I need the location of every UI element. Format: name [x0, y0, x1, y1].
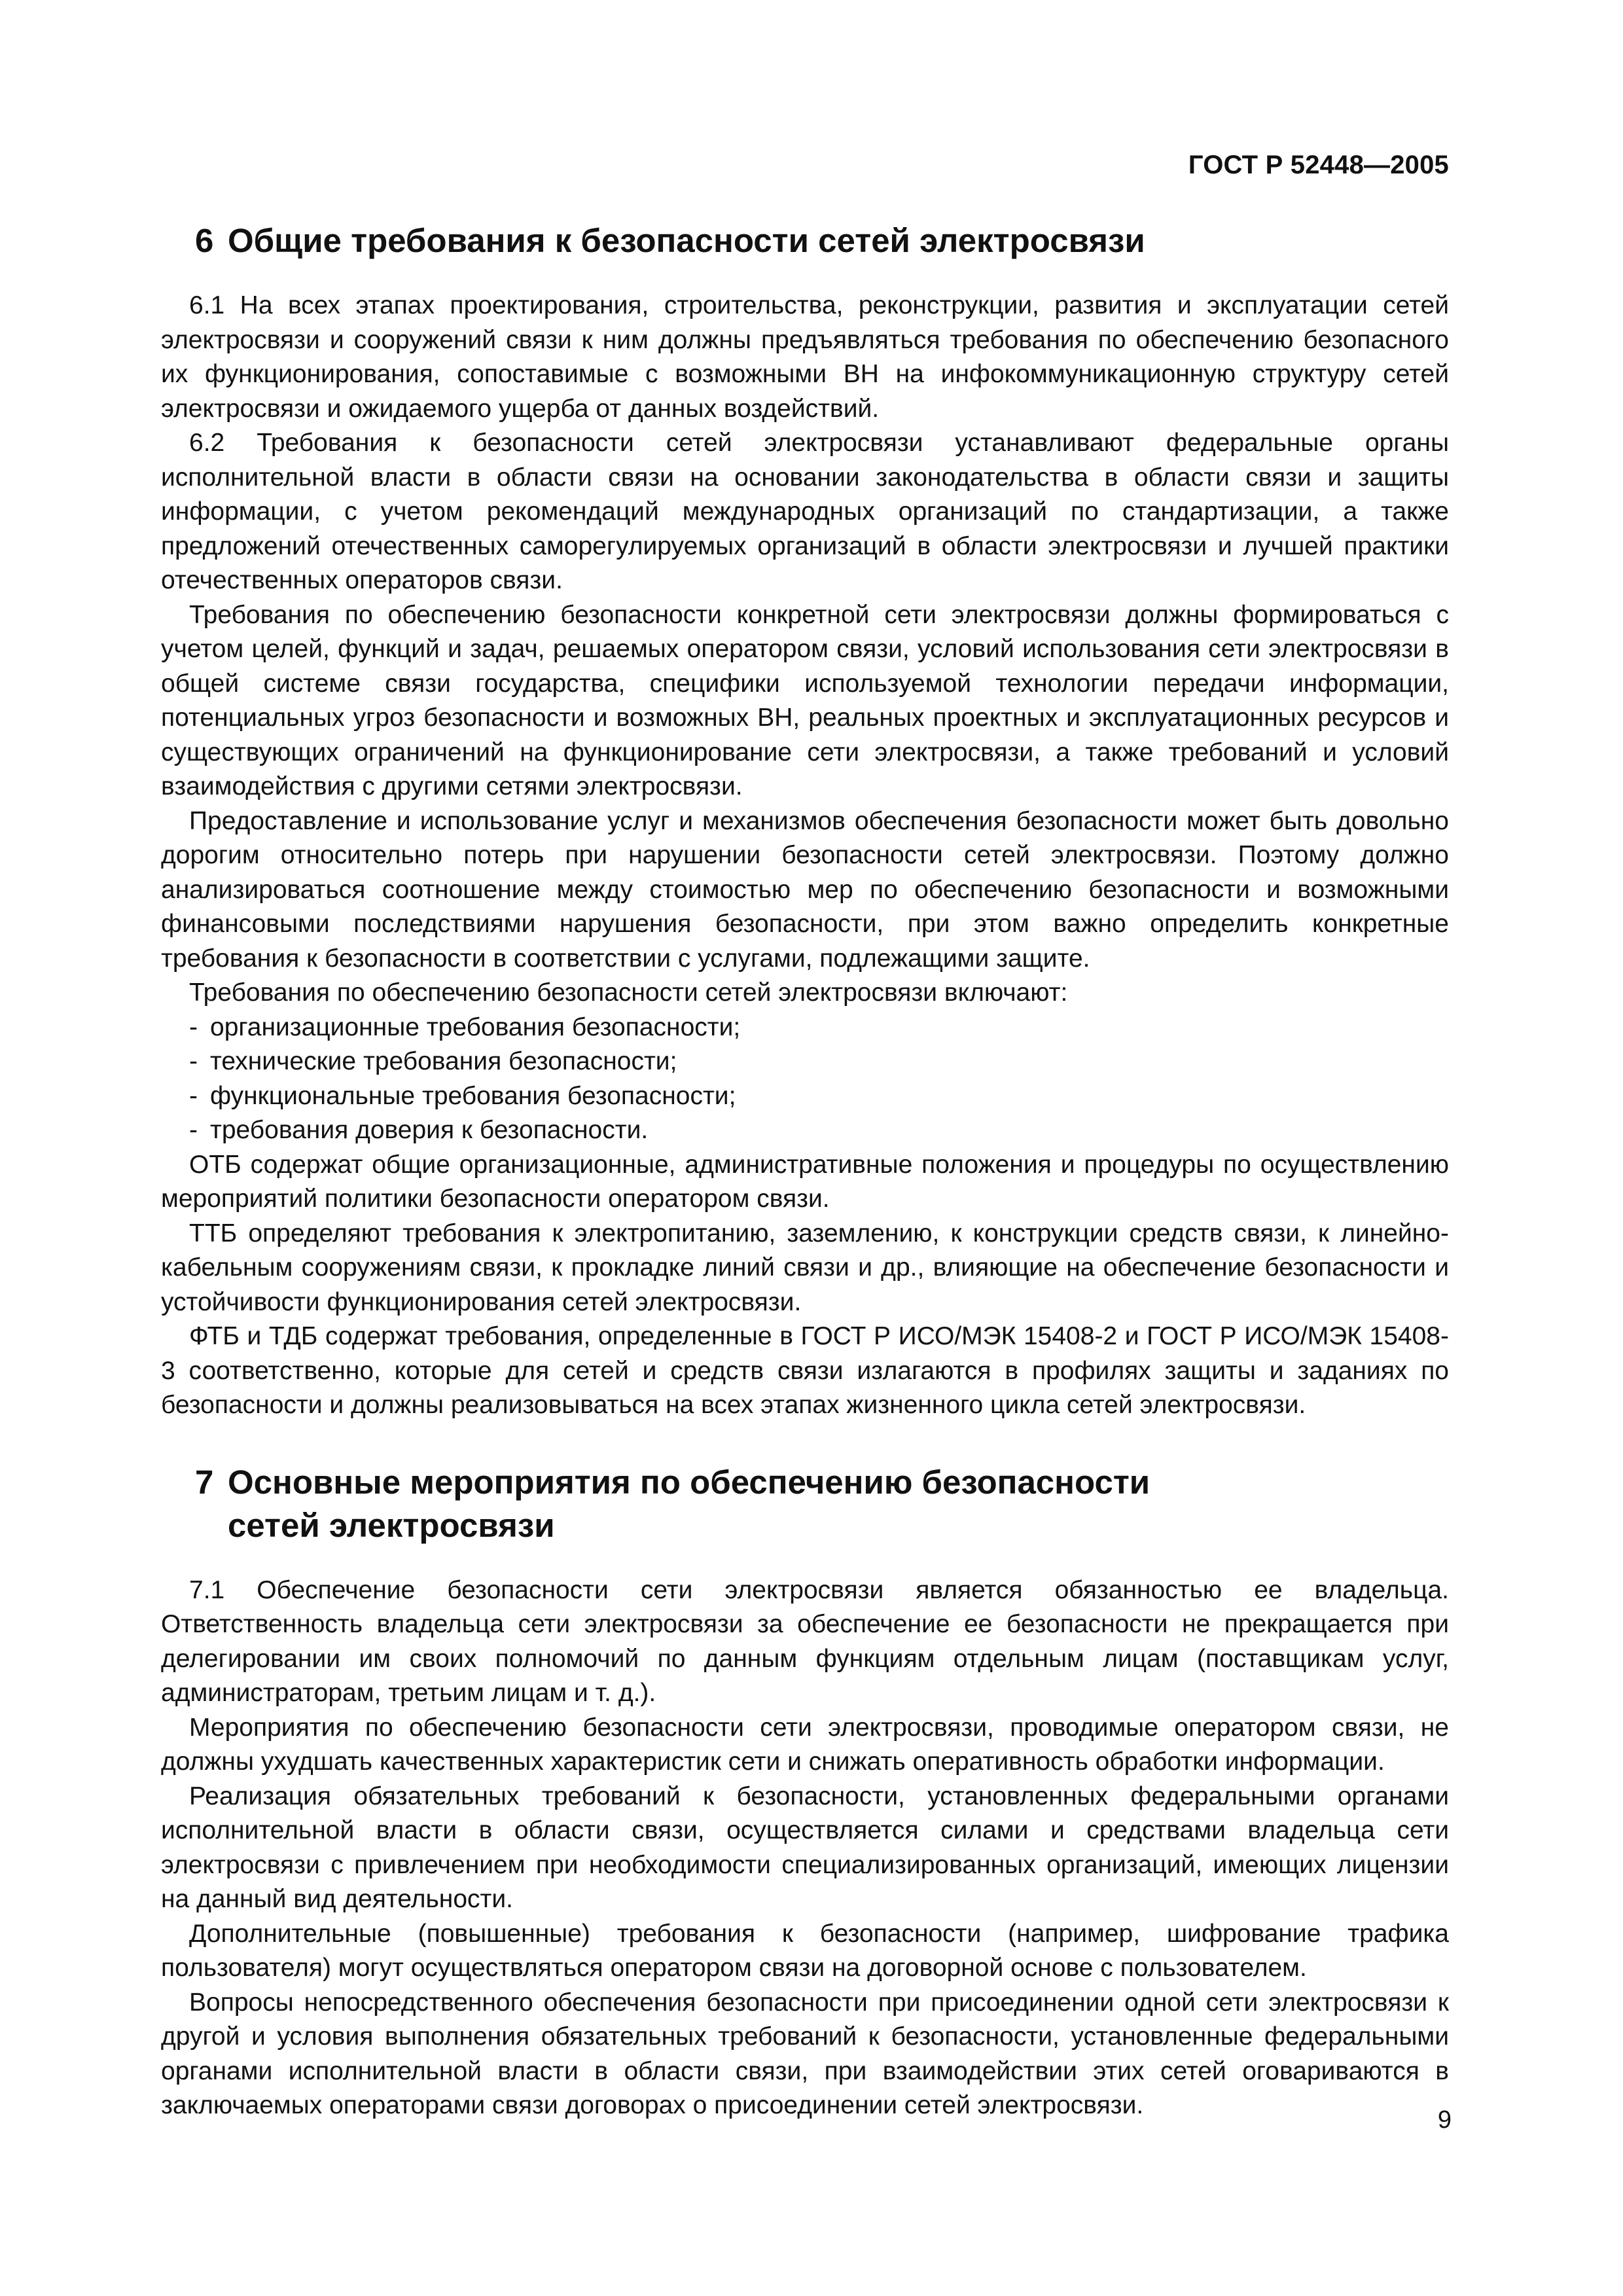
paragraph-6-2-costs: Предоставление и использование услуг и механизмов обеспечения безопасности может быть довольно дорогим относительно потерь при нарушении безопасности сетей электросвязи. Поэтому должно анализироваться соотношение между стоимостью мер по обеспечению безопасности и возможными финансовыми последствиями нарушения безопасности, при этом важно определить конкретные требования к безопасности в соответствии с услугами, подлежащими защите. — [161, 806, 1449, 973]
page-content — [161, 219, 1449, 2123]
paragraph-ttb: ТТБ определяют требования к электропитанию, заземлению, к конструкции средств связи, к линейно-кабельным сооружениям связи, к прокладке линий связи и др., влияющие на обеспечение безопасности и устойчивости функционирования сетей электросвязи. — [161, 1219, 1449, 1316]
paragraph-7-1-additional: Дополнительные (повышенные) требования к безопасности (например, шифрование трафика пользователя) могут осуществляться оператором связи на договорной основе с пользователем. — [161, 1919, 1449, 1982]
list-item — [161, 1079, 1449, 1114]
list-dash: - — [189, 1081, 198, 1110]
paragraph-6-2-requirements: Требования по обеспечению безопасности конкретной сети электросвязи должны формироваться с учетом целей, функций и задач, решаемых оператором связи, условий использования сети электросвязи в общей системе связи государства, специфики используемой технологии передачи информации, потенциальных угроз безопасности и возможных ВН, реальных проектных и эксплуатационных ресурсов и существующих ограничений на функционирование сети электросвязи, а также требований и условий взаимодействия с другими сетями электросвязи. — [161, 600, 1449, 800]
section-7-title-line1: Основные мероприятия по обеспечению безопасности — [228, 1463, 1150, 1501]
list-dash: - — [189, 1013, 198, 1041]
list-dash: - — [189, 1047, 198, 1075]
page-number: 9 — [1437, 2106, 1452, 2134]
list-item — [161, 1011, 1449, 1045]
list-dash: - — [189, 1116, 198, 1144]
document-code-header: ГОСТ Р 52448—2005 — [1188, 151, 1449, 179]
paragraph-otb: ОТБ содержат общие организационные, административные положения и процедуры по осуществлению мероприятий политики безопасности оператором связи. — [161, 1150, 1449, 1213]
section-6-title-text: Общие требования к безопасности сетей электросвязи — [228, 222, 1145, 259]
section-7-title-line2: сетей электросвязи — [228, 1506, 555, 1544]
paragraph-ftb-tdb: ФТБ и ТДБ содержат требования, определенные в ГОСТ Р ИСО/МЭК 15408-2 и ГОСТ Р ИСО/МЭК 15408-3 соответственно, которые для сетей и средств связи излагаются в профилях защиты и заданиях по безопасности и должны реализовываться на всех этапах жизненного цикла сетей электросвязи. — [161, 1322, 1449, 1419]
paragraph-6-1: 6.1 На всех этапах проектирования, строительства, реконструкции, развития и эксплуатации сетей электросвязи и сооружений связи к ним должны предъявляться требования по обеспечению безопасного их функционирования, сопоставимые с возможными ВН на инфокоммуникационную структуру сетей электросвязи и ожидаемого ущерба от данных воздействий. — [161, 291, 1449, 423]
section-7-title — [161, 1461, 1449, 1547]
list-item — [161, 1113, 1449, 1148]
paragraph-7-1-implementation: Реализация обязательных требований к безопасности, установленных федеральными органами исполнительной власти в области связи, осуществляется силами и средствами владельца сети электросвязи с привлечением при необходимости специализированных организаций, имеющих лицензии на данный вид деятельности. — [161, 1782, 1449, 1913]
list-item-text: технические требования безопасности; — [210, 1047, 677, 1075]
list-item — [161, 1045, 1449, 1079]
paragraph-6-2-includes: Требования по обеспечению безопасности сетей электросвязи включают: — [189, 978, 1068, 1007]
section-6-title — [161, 219, 1449, 262]
section-7-number: 7 — [195, 1463, 214, 1501]
paragraph-7-1-interconnection: Вопросы непосредственного обеспечения безопасности при присоединении одной сети электросвязи к другой и условия выполнения обязательных требований к безопасности, установленные федеральными органами исполнительной власти в области связи, при взаимодействии этих сетей оговариваются в заключаемых операторами связи договорах о присоединении сетей электросвязи. — [161, 1988, 1449, 2119]
paragraph-6-2: 6.2 Требования к безопасности сетей электросвязи устанавливают федеральные органы исполнительной власти в области связи на основании законодательства в области связи и защиты информации, с учетом рекомендаций международных организаций по стандартизации, а также предложений отечественных саморегулируемых организаций в области электросвязи и лучшей практики отечественных операторов связи. — [161, 429, 1449, 594]
list-item-text: организационные требования безопасности; — [210, 1013, 741, 1041]
section-6-number: 6 — [195, 222, 214, 259]
paragraph-7-1-measures: Мероприятия по обеспечению безопасности сети электросвязи, проводимые оператором связи, не должны ухудшать качественных характеристик сети и снижать оперативность обработки информации. — [161, 1713, 1449, 1776]
paragraph-7-1: 7.1 Обеспечение безопасности сети электросвязи является обязанностью ее владельца. Ответственность владельца сети электросвязи за обеспечение ее безопасности не прекращается при делегировании им своих полномочий по данным функциям отдельным лицам (поставщикам услуг, администраторам, третьим лицам и т. д.). — [161, 1575, 1449, 1707]
requirements-list — [161, 1011, 1449, 1148]
list-item-text: требования доверия к безопасности. — [210, 1116, 649, 1144]
list-item-text: функциональные требования безопасности; — [210, 1081, 736, 1110]
